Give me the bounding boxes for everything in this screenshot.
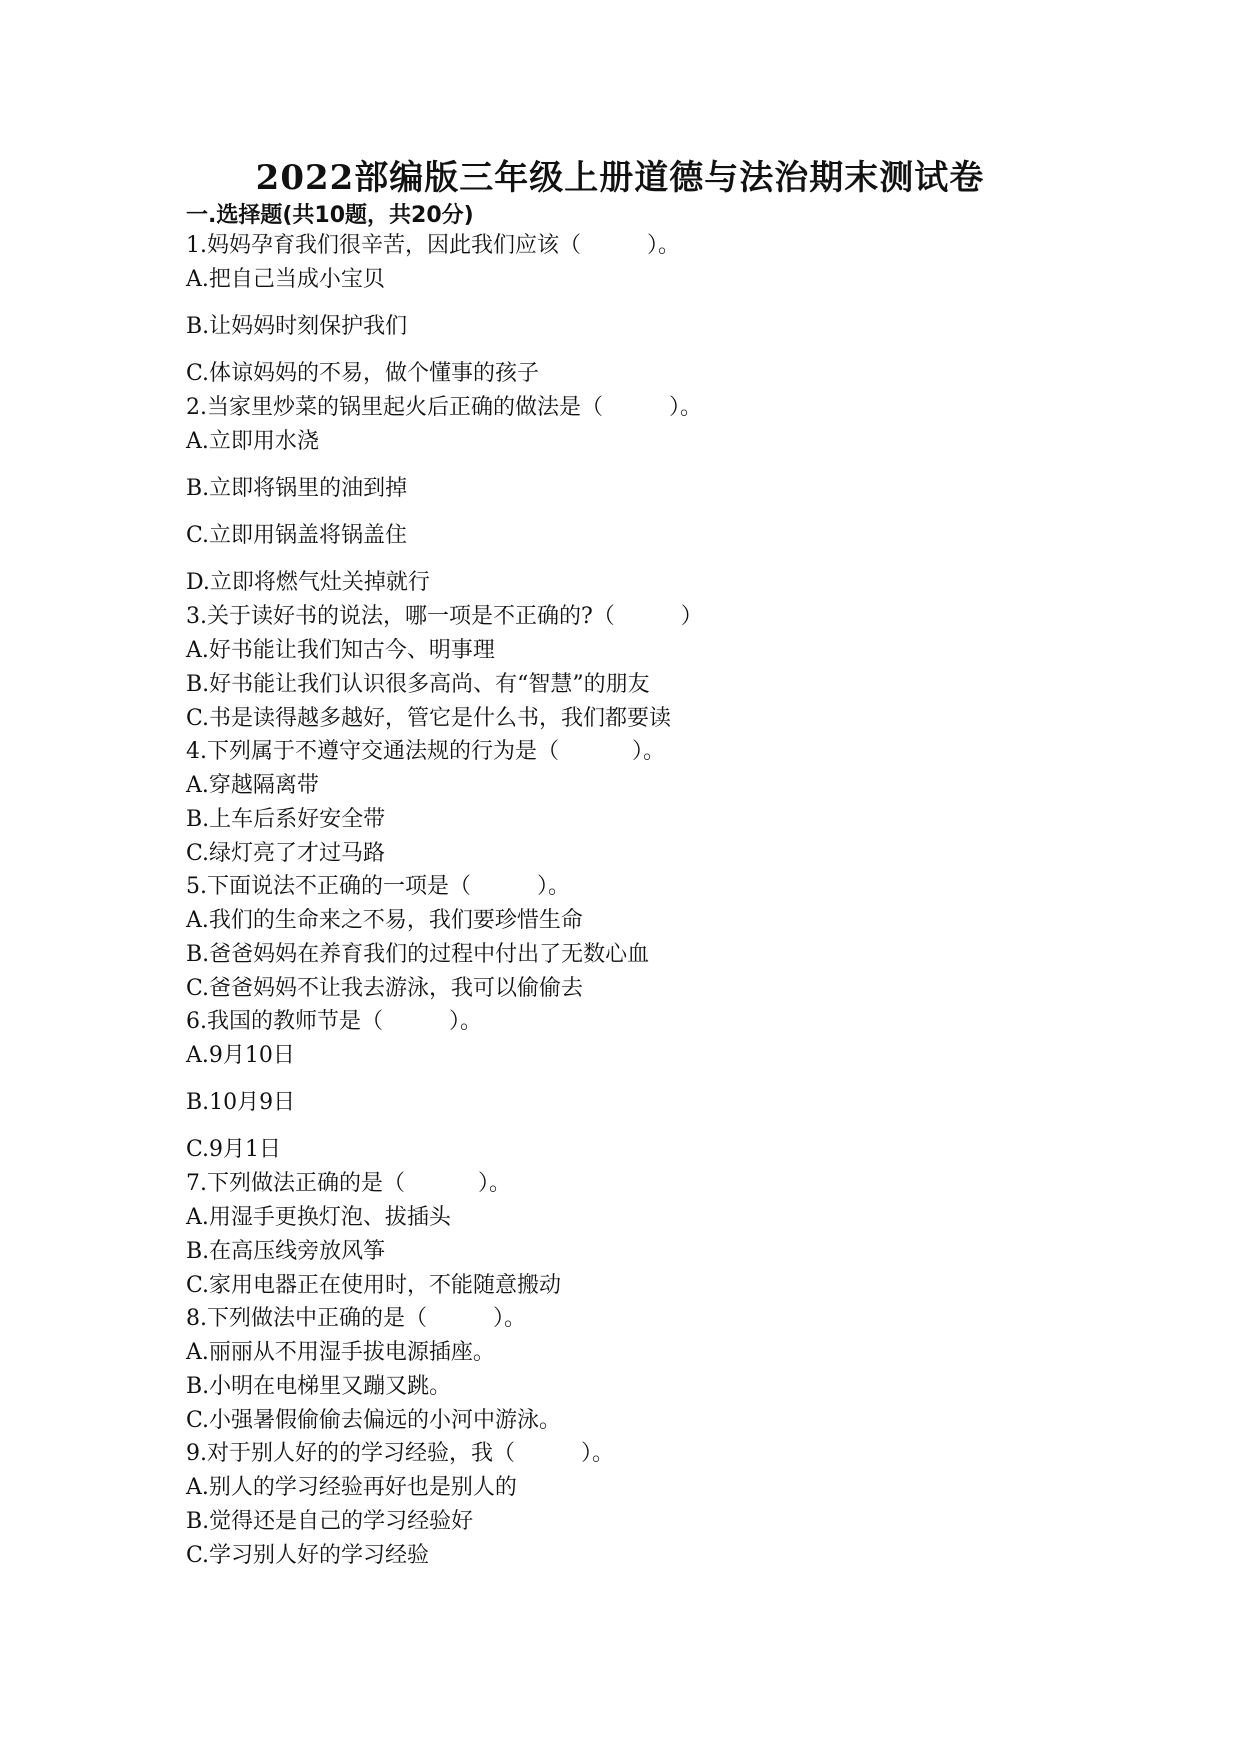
question-2-option-d: D.立即将燃气灶关掉就行 bbox=[186, 570, 430, 595]
question-8-stem: 8.下列做法中正确的是（ ）。 bbox=[186, 1306, 526, 1331]
question-3-option-c: C.书是读得越多越好，管它是什么书，我们都要读 bbox=[186, 706, 672, 731]
question-1-option-c: C.体谅妈妈的不易，做个懂事的孩子 bbox=[186, 361, 540, 386]
question-6-option-a: A.9月10日 bbox=[186, 1043, 295, 1068]
question-9-option-a: A.别人的学习经验再好也是别人的 bbox=[186, 1475, 517, 1500]
question-9-option-c: C.学习别人好的学习经验 bbox=[186, 1543, 430, 1568]
question-4-option-b: B.上车后系好安全带 bbox=[186, 807, 386, 832]
question-9-stem: 9.对于别人好的的学习经验，我（ ）。 bbox=[186, 1441, 614, 1466]
question-6-option-b: B.10月9日 bbox=[186, 1090, 296, 1115]
question-5-option-a: A.我们的生命来之不易，我们要珍惜生命 bbox=[186, 908, 583, 933]
question-8-option-b: B.小明在电梯里又蹦又跳。 bbox=[186, 1374, 452, 1399]
question-5-option-c: C.爸爸妈妈不让我去游泳，我可以偷偷去 bbox=[186, 976, 584, 1001]
question-1-option-b: B.让妈妈时刻保护我们 bbox=[186, 314, 408, 339]
question-6-stem: 6.我国的教师节是（ ）。 bbox=[186, 1009, 482, 1034]
question-2-option-a: A.立即用水浇 bbox=[186, 429, 319, 454]
question-7-stem: 7.下列做法正确的是（ ）。 bbox=[186, 1171, 511, 1196]
question-5-option-b: B.爸爸妈妈在养育我们的过程中付出了无数心血 bbox=[186, 942, 650, 967]
question-1-option-a: A.把自己当成小宝贝 bbox=[186, 267, 385, 292]
question-7-option-a: A.用湿手更换灯泡、拔插头 bbox=[186, 1205, 451, 1230]
question-4-option-c: C.绿灯亮了才过马路 bbox=[186, 841, 386, 866]
question-2-stem: 2.当家里炒菜的锅里起火后正确的做法是（ ）。 bbox=[186, 395, 702, 420]
question-2-option-c: C.立即用锅盖将锅盖住 bbox=[186, 523, 408, 548]
question-8-option-c: C.小强暑假偷偷去偏远的小河中游泳。 bbox=[186, 1408, 562, 1433]
page-title: 2022部编版三年级上册道德与法治期末测试卷 bbox=[255, 158, 985, 198]
question-7-option-b: B.在高压线旁放风筝 bbox=[186, 1239, 386, 1264]
question-8-option-a: A.丽丽从不用湿手拔电源插座。 bbox=[186, 1340, 495, 1365]
question-7-option-c: C.家用电器正在使用时，不能随意搬动 bbox=[186, 1273, 562, 1298]
question-3-option-a: A.好书能让我们知古今、明事理 bbox=[186, 638, 495, 663]
question-2-option-b: B.立即将锅里的油到掉 bbox=[186, 476, 408, 501]
section-heading: 一.选择题(共10题，共20分) bbox=[186, 203, 474, 228]
question-1-stem: 1.妈妈孕育我们很辛苦，因此我们应该（ ）。 bbox=[186, 233, 680, 258]
question-4-option-a: A.穿越隔离带 bbox=[186, 773, 319, 798]
question-6-option-c: C.9月1日 bbox=[186, 1137, 282, 1162]
question-9-option-b: B.觉得还是自己的学习经验好 bbox=[186, 1509, 474, 1534]
question-5-stem: 5.下面说法不正确的一项是（ ）。 bbox=[186, 874, 570, 899]
question-3-option-b: B.好书能让我们认识很多高尚、有“智慧”的朋友 bbox=[186, 672, 650, 697]
question-4-stem: 4.下列属于不遵守交通法规的行为是（ ）。 bbox=[186, 739, 665, 764]
question-3-stem: 3.关于读好书的说法，哪一项是不正确的?（ ） bbox=[186, 604, 703, 629]
